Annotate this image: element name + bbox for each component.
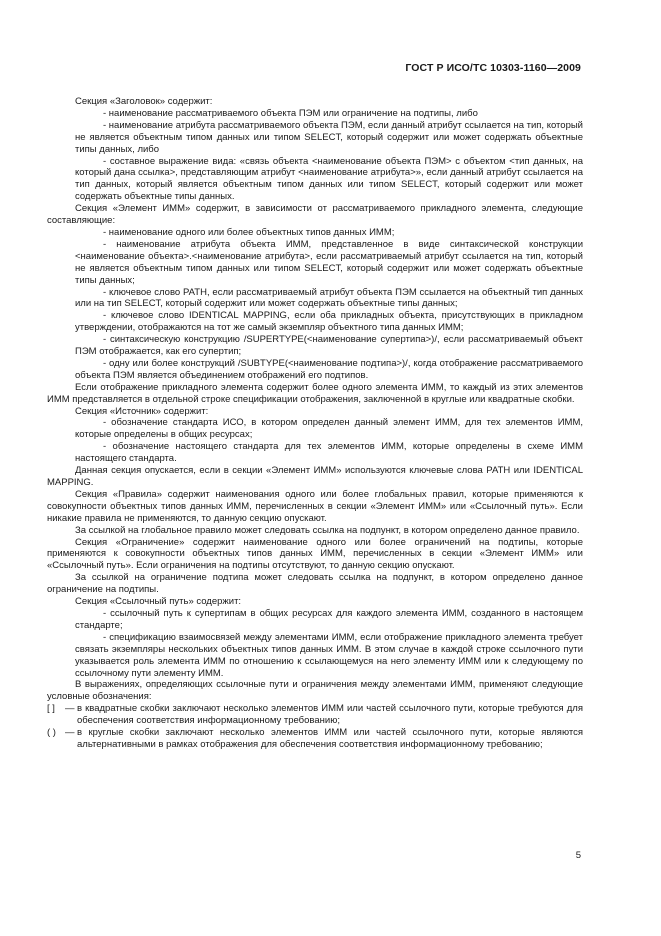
paragraph: За ссылкой на глобальное правило может следовать ссылка на подпункт, в котором определено данное правило. (75, 524, 580, 536)
paragraph: Секция «Заголовок» содержит: (75, 96, 213, 107)
list-item: - обозначение стандарта ИСО, в котором определен данный элемент ИММ, для тех элементов ИММ, которые определены в общих ресурсах; (75, 417, 583, 441)
paragraph: Секция «Ограничение» содержит наименование одного или более ограничений на подтипы, которые применяются к совокупности объектных типов данных ИММ, перечисленных в секции «Элемент ИММ» или «Ссылочный путь». Если ограничения на подтипы отсутствуют, то данную секцию опускают. (47, 536, 583, 572)
paragraph: Секция «Ссылочный путь» содержит: (75, 596, 242, 608)
list-item: - обозначение настоящего стандарта для тех элементов ИММ, которые определены в схеме ИММ настоящего стандарта. (75, 441, 583, 465)
list-item: - наименование рассматриваемого объекта ПЭМ или ограничение на подтипы, либо (103, 107, 478, 119)
list-item: - ключевое слово PATH, если рассматриваемый атрибут объекта ПЭМ ссылается на объектный тип данных или на тип SELECT, который содержит или может содержать объектные типы данных; (75, 286, 583, 310)
notation-dash: — (65, 703, 75, 715)
notation-text: в квадратные скобки заключают несколько элементов ИММ или частей ссылочного пути, которые требуются для обеспечения соответствия информационному требованию; (77, 703, 583, 727)
paragraph: В выражениях, определяющих ссылочные пути и ограничения между элементами ИММ, применяют следующие условные обозначения: (47, 679, 583, 703)
paragraph-list (47, 96, 583, 703)
list-item: - наименование одного или более объектных типов данных ИММ; (103, 226, 395, 238)
list-item: - ключевое слово IDENTICAL MAPPING, если оба прикладных объекта, присутствующих в прикладном утверждении, отображаются на тот же самый экземпляр объектного типа данных ИММ; (75, 310, 583, 334)
list-item: - синтаксическую конструкцию /SUPERTYPE(<наименование супертипа>)/, если рассматриваемый объект ПЭМ отображается, как его супертип; (75, 334, 583, 358)
paragraph: Данная секция опускается, если в секции «Элемент ИММ» используются ключевые слова PATH или IDENTICAL MAPPING. (47, 465, 583, 488)
notation-item (47, 703, 583, 727)
paragraph: Секция «Правила» содержит наименования одного или более глобальных правил, которые применяются к совокупности объектных типов данных ИММ, перечисленных в секции «Элемент ИММ» или «Ссылочный путь». Если никакие правила не применяются, то данную секцию опускают. (47, 488, 583, 524)
notation-symbol: [ ] (47, 703, 55, 715)
list-item: - наименование атрибута рассматриваемого объекта ПЭМ, если данный атрибут ссылается на тип, который не является объектным типом данных или типом SELECT, который содержит или может содержать объектные типы данных, либо (75, 119, 583, 155)
list-item: - наименование атрибута объекта ИММ, представленное в виде синтаксической конструкции <наименование объекта>.<наименование атрибута>, если рассматриваемый атрибут ссылается на тип, который не является объектным типом данных или типом SELECT, который содержит или может содержать объектные типы данных; (75, 238, 583, 286)
list-item: - составное выражение вида: «связь объекта <наименование объекта ПЭМ> с объектом <тип данных, на который дана ссылка>, представляющим атрибут <наименование атрибута>», если данный атрибут ссылается на тип данных, который является объектным типом данных или типом SELECT, который содержит или может содержать объектные типы данных. (75, 155, 583, 203)
paragraph: За ссылкой на ограничение подтипа может следовать ссылка на подпункт, в котором определено данное ограничение на подтипы. (47, 572, 583, 596)
list-item: - спецификацию взаимосвязей между элементами ИММ, если отображение прикладного элемента требует связать экземпляры нескольких объектных типов данных ИММ. В этом случае в каждой строке ссылочного пути указывается роль элемента ИММ по отношению к ссылающемуся на него элементу ИММ или к следующему по ссылочному пути элементу ИММ. (75, 631, 583, 679)
notation-symbol: ( ) (47, 727, 56, 739)
paragraph: Секция «Источник» содержит: (75, 405, 209, 417)
paragraph: Если отображение прикладного элемента содержит более одного элемента ИММ, то каждый из этих элементов ИММ представляется в отдельной строке спецификации отображения, заключенной в круглые или квадратные скобки. (47, 381, 583, 405)
document-header: ГОСТ Р ИСО/ТС 10303-1160—2009 (405, 62, 581, 74)
page-number: 5 (575, 850, 581, 861)
paragraph: Секция «Элемент ИММ» содержит, в зависимости от рассматриваемого прикладного элемента, следующие составляющие: (47, 203, 583, 227)
notation-item (47, 727, 583, 751)
notation-text: в круглые скобки заключают несколько элементов ИММ или частей ссылочного пути, которые являются альтернативными в рамках отображения для обеспечения соответствия информационному требованию; (77, 727, 583, 750)
notation-dash: — (65, 727, 75, 739)
list-item: - одну или более конструкций /SUBTYPE(<наименование подтипа>)/, когда отображение рассматриваемого объекта ПЭМ является объединением отображений его подтипов. (75, 357, 583, 381)
list-item: - ссылочный путь к супертипам в общих ресурсах для каждого элемента ИММ, созданного в настоящем стандарте; (75, 607, 583, 631)
notation-list (47, 703, 583, 751)
body-text (47, 96, 583, 751)
